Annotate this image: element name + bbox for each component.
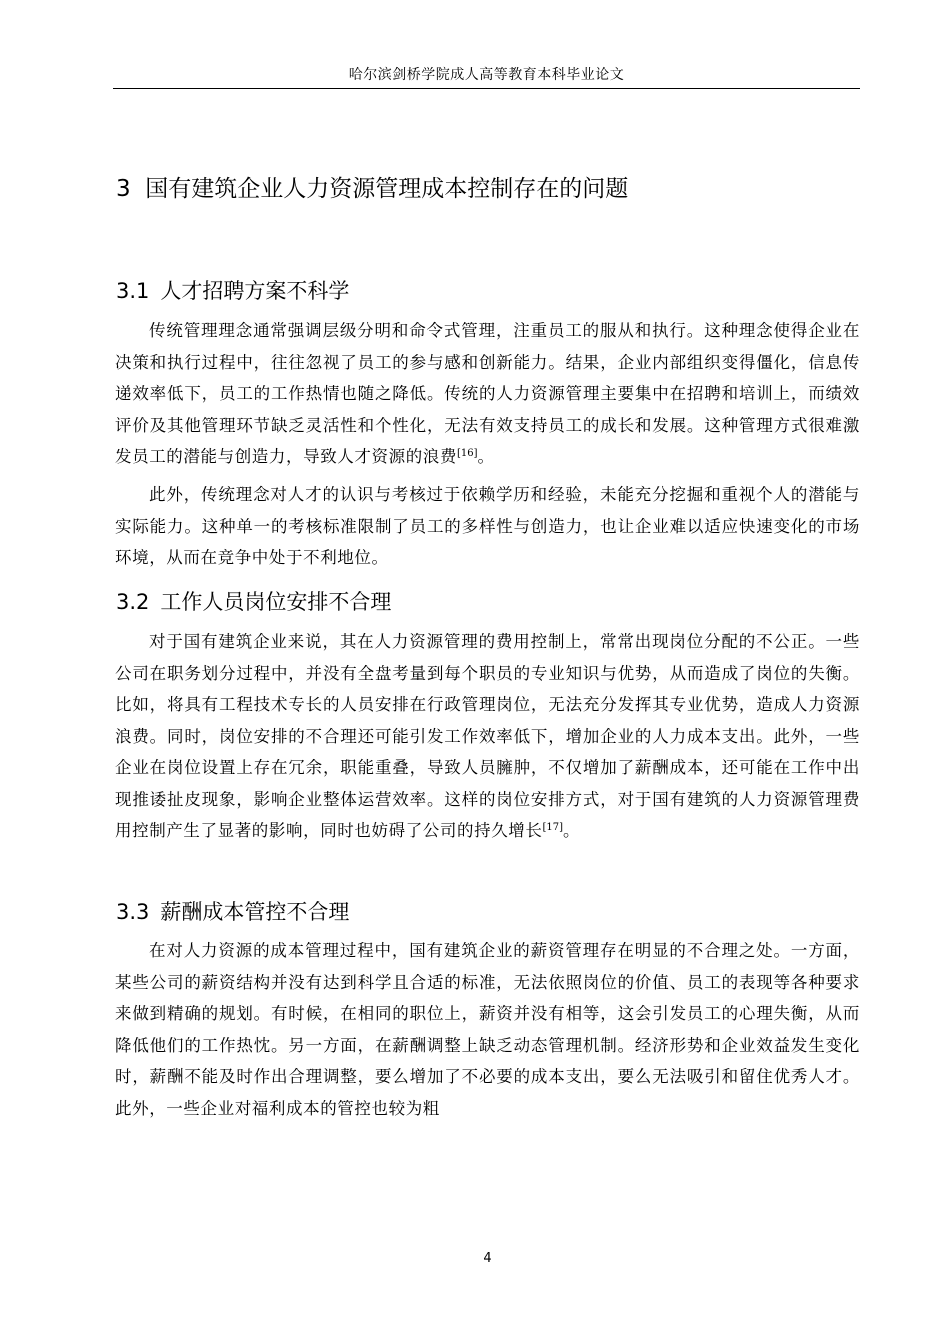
paragraph-text: 在对人力资源的成本管理过程中，国有建筑企业的薪资管理存在明显的不合理之处。一方面，某些公司的薪资结构并没有达到科学且合适的标准，无法依照岗位的价值、员工的表现等各种要求来做到精确的规划。有时候，在相同的职位上，薪资并没有相等，这会引发员工的心理失衡，从而降低他们的工作热忱。另一方面，在薪酬调整上缺乏动态管理机制。经济形势和企业效益发生变化时，薪酬不能及时作出合理调整，要么增加了不必要的成本支出，要么无法吸引和留住优秀人才。此外，一些企业对福利成本的管控也较为粗 <box>115 941 860 1118</box>
paragraph-tail: 。 <box>477 447 495 466</box>
section-title-3-3 <box>116 896 349 926</box>
section-number: 3.1 <box>116 279 150 303</box>
section-title-text: 人才招聘方案不科学 <box>160 279 350 303</box>
chapter-number: 3 <box>116 176 131 202</box>
paragraph-text: 对于国有建筑企业来说，其在人力资源管理的费用控制上，常常出现岗位分配的不公正。一些公司在职务划分过程中，并没有全盘考量到每个职员的专业知识与优势，从而造成了岗位的失衡。比如，将具有工程技术专长的人员安排在行政管理岗位，无法充分发挥其专业优势，造成人力资源浪费。同时，岗位安排的不合理还可能引发工作效率低下，增加企业的人力成本支出。此外，一些企业在岗位设置上存在冗余，职能重叠，导致人员臃肿，不仅增加了薪酬成本，还可能在工作中出现推诿扯皮现象，影响企业整体运营效率。这样的岗位安排方式，对于国有建筑的人力资源管理费用控制产生了显著的影响，同时也妨碍了公司的持久增长 <box>115 632 860 840</box>
paragraph <box>115 315 860 473</box>
chapter-title-text: 国有建筑企业人力资源管理成本控制存在的问题 <box>145 176 629 202</box>
section-title-3-1 <box>116 275 349 305</box>
page-number: 4 <box>483 1251 492 1266</box>
paragraph-tail: 。 <box>563 821 581 840</box>
chapter-title <box>116 170 628 203</box>
section-title-text: 薪酬成本管控不合理 <box>160 900 350 924</box>
citation: [16] <box>457 448 478 459</box>
citation: [17] <box>542 822 564 833</box>
paragraph <box>115 479 860 574</box>
header-rule <box>113 88 860 89</box>
section-title-3-2 <box>116 586 391 616</box>
running-header: 哈尔滨剑桥学院成人高等教育本科毕业论文 <box>348 67 625 83</box>
section-title-text: 工作人员岗位安排不合理 <box>160 590 392 614</box>
section-number: 3.2 <box>116 590 150 614</box>
paragraph <box>115 935 860 1124</box>
paragraph-text: 传统管理理念通常强调层级分明和命令式管理，注重员工的服从和执行。这种理念使得企业在决策和执行过程中，往往忽视了员工的参与感和创新能力。结果，企业内部组织变得僵化，信息传递效率低下，员工的工作热情也随之降低。传统的人力资源管理主要集中在招聘和培训上，而绩效评价及其他管理环节缺乏灵活性和个性化，无法有效支持员工的成长和发展。这种管理方式很难激发员工的潜能与创造力，导致人才资源的浪费 <box>115 321 860 466</box>
paragraph-text: 此外，传统理念对人才的认识与考核过于依赖学历和经验，未能充分挖掘和重视个人的潜能与实际能力。这种单一的考核标准限制了员工的多样性与创造力，也让企业难以适应快速变化的市场环境，从而在竞争中处于不利地位。 <box>115 485 860 567</box>
section-number: 3.3 <box>116 900 150 924</box>
paragraph <box>115 626 860 847</box>
